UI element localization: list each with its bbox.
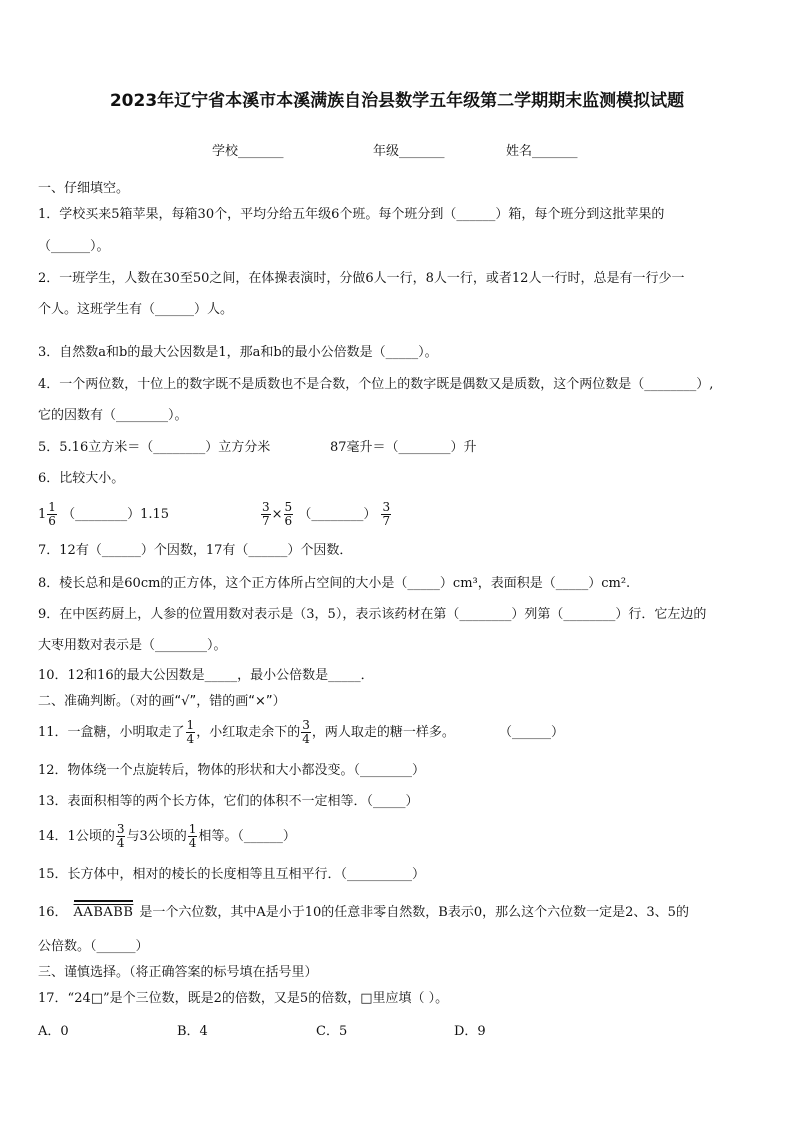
fraction: $\frac{3}{7}$ [262, 500, 270, 528]
mixed-number-whole: 1 [38, 507, 47, 522]
question-4-line-1: 4．一个两位数，十位上的数字既不是质数也不是合数，个位上的数字既是偶数又是质数，这个两位数是（________）, [38, 377, 714, 392]
question-15: 15．长方体中，相对的棱长的长度相等且互相平行．（__________） [38, 867, 426, 882]
question-7: 7．12有（______）个因数，17有（______）个因数． [38, 543, 353, 558]
question-5-part-a: 5．5.16立方米＝（________）立方分米 [38, 440, 271, 455]
compare-blank: （________） [298, 507, 377, 522]
question-2-line-2: 个人。这班学生有（______）人。 [38, 302, 234, 317]
question-5-part-b: 87毫升＝（________）升 [330, 440, 477, 455]
question-14: 14．1公顷的 $\frac{3}{4}$ 与3公顷的 $\frac{1}{4}$ 相等。（______） [38, 822, 296, 850]
section-2-heading: 二、准确判断。（对的画“√”，错的画“×”） [38, 694, 286, 709]
question-9-line-1: 9．在中医药厨上，人参的位置用数对表示是（3，5），表示该药材在第（________）列第（________）行．它左边的 [38, 607, 707, 622]
grade-field: 年级_______ [373, 144, 445, 159]
fraction: $\frac{1}{6}$ [48, 500, 56, 528]
question-2-line-1: 2．一班学生，人数在30至50之间，在体操表演时，分做6人一行，8人一行，或者12人一行时，总是有一行少一 [38, 271, 685, 286]
fraction: $\frac{5}{6}$ [284, 500, 293, 528]
question-6-compare-a [38, 497, 169, 533]
question-10: 10．12和16的最大公因数是_____，最小公倍数是_____． [38, 668, 374, 683]
question-1-line-2: （______）。 [38, 239, 110, 254]
answer-blank: （______） [499, 725, 565, 740]
compare-blank: （________）1.15 [62, 507, 170, 522]
section-3-heading: 三、谨慎选择。（将正确答案的标号填在括号里） [38, 965, 318, 980]
question-6-compare-b [260, 497, 392, 533]
fraction: $\frac{1}{4}$ [188, 822, 197, 850]
fraction: $\frac{3}{4}$ [116, 822, 125, 850]
fraction: $\frac{3}{4}$ [302, 718, 310, 746]
fraction: $\frac{3}{7}$ [382, 500, 391, 528]
option-c: C．5 [316, 1024, 348, 1039]
question-8: 8．棱长总和是60cm的正方体，这个正方体所占空间的大小是（_____）cm³，表面积是（_____）cm². [38, 576, 631, 591]
question-3: 3．自然数a和b的最大公因数是1，那a和b的最小公倍数是（_____）。 [38, 345, 438, 360]
multiply-sign: × [271, 507, 283, 522]
question-16-line-1: 16． AABABB 是一个六位数，其中A是小于10的任意非零自然数，B表示0，那么这个六位数一定是2、3、5的 [38, 900, 689, 922]
question-11: 11．一盒糖，小明取走了 $\frac{1}{4}$ ，小红取走余下的 $\frac{3}{4}$ ，两人取走的糖一样多。 （______） [38, 718, 565, 746]
question-1-line-1: 1．学校买来5箱苹果，每箱30个，平均分给五年级6个班。每个班分到（______）箱，每个班分到这批苹果的 [38, 207, 665, 222]
six-digit-number-overline: AABABB [74, 900, 134, 922]
question-6: 6．比较大小。 [38, 471, 125, 486]
page-title: 2023年辽宁省本溪市本溪满族自治县数学五年级第二学期期末监测模拟试题 [109, 91, 685, 111]
section-1-heading: 一、仔细填空。 [38, 181, 130, 196]
name-field: 姓名_______ [506, 144, 578, 159]
question-17: 17．“24□”是个三位数，既是2的倍数，又是5的倍数，□里应填（ ）。 [38, 991, 449, 1006]
option-b: B．4 [177, 1024, 208, 1039]
question-13: 13．表面积相等的两个长方体，它们的体积不一定相等．（_____） [38, 794, 419, 809]
question-9-line-2: 大枣用数对表示是（________）。 [38, 638, 227, 653]
option-a: A．0 [38, 1024, 69, 1039]
option-d: D．9 [454, 1024, 486, 1039]
fraction: $\frac{1}{4}$ [186, 718, 195, 746]
question-16-line-2: 公倍数。（______） [38, 939, 149, 954]
school-field: 学校_______ [212, 144, 284, 159]
question-12: 12．物体绕一个点旋转后，物体的形状和大小都没变。（________） [38, 763, 426, 778]
question-4-line-2: 它的因数有（________）。 [38, 408, 188, 423]
